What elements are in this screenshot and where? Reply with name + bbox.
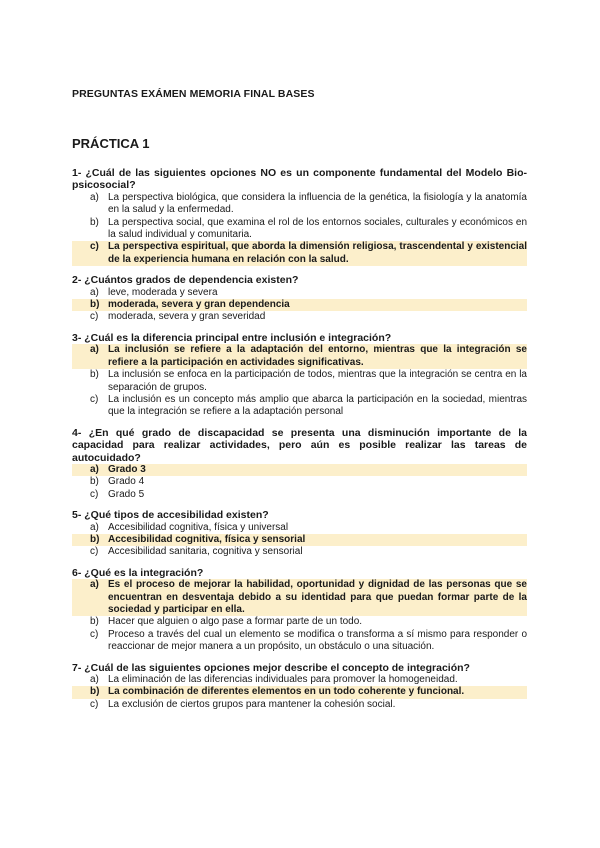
option-letter: c): [90, 488, 99, 500]
option-letter: a): [90, 286, 99, 298]
question-block: [72, 509, 527, 559]
question-prompt: ¿Cuál es la diferencia principal entre inclusión e integración?: [84, 331, 392, 344]
answer-option: [72, 476, 527, 488]
question-text: [72, 332, 527, 344]
option-text: La eliminación de las diferencias individuales para promover la homogeneidad.: [108, 674, 458, 686]
option-letter: b): [90, 476, 99, 488]
question-block: [72, 662, 527, 712]
option-letter: b): [72, 686, 108, 698]
option-letter: a): [90, 674, 99, 686]
option-text: La perspectiva espiritual, que aborda la dimensión religiosa, trascendental y existencial de la experiencia humana en relación con la salud.: [108, 241, 527, 265]
question-block: [72, 167, 527, 266]
question-prompt: ¿Cuál de las siguientes opciones mejor describe el concepto de integración?: [84, 661, 470, 674]
option-letter: a): [72, 344, 108, 369]
option-text: La perspectiva biológica, que considera la influencia de la genética, la fisiología y la anatomía en la salud y la enfermedad.: [108, 191, 527, 216]
answer-option-correct: [72, 534, 527, 546]
option-text: Proceso a través del cual un elemento se modifica o transforma a sí mismo para responder o reaccionar de mejor manera a un propósito, un obstáculo o una situación.: [108, 628, 527, 653]
option-letter: b): [90, 616, 99, 628]
section-title: PRÁCTICA 1: [72, 136, 150, 151]
option-letter: c): [90, 698, 99, 710]
option-letter: b): [72, 534, 108, 546]
option-text: Accesibilidad cognitiva, física y sensorial: [108, 534, 527, 546]
option-text: Grado 5: [108, 488, 145, 500]
option-text: moderada, severa y gran severidad: [108, 311, 266, 323]
question-block: [72, 567, 527, 654]
option-text: La exclusión de ciertos grupos para mantener la cohesión social.: [108, 698, 396, 710]
option-letter: c): [72, 241, 108, 266]
option-letter: c): [90, 393, 99, 405]
option-letter: b): [90, 369, 99, 381]
question-block: [72, 332, 527, 419]
question-prompt: ¿Cuántos grados de dependencia existen?: [84, 274, 299, 287]
answer-option: [72, 192, 527, 217]
answer-option: [72, 287, 527, 299]
question-block: [72, 427, 527, 501]
question-prompt: ¿En qué grado de discapacidad se presenta una disminución importante de la capacidad para realizar actividades, pero aún es posible realizar las tareas de autocuidado?: [72, 426, 527, 464]
answer-option: [72, 394, 527, 419]
option-text: Accesibilidad sanitaria, cognitiva y sensorial: [108, 546, 303, 558]
option-letter: c): [90, 628, 99, 640]
option-text: Hacer que alguien o algo pase a formar parte de un todo.: [108, 616, 363, 628]
answer-option: [72, 217, 527, 242]
option-letter: a): [72, 579, 108, 616]
question-prompt: ¿Qué tipos de accesibilidad existen?: [84, 509, 269, 522]
question-number: 2-: [72, 274, 82, 287]
question-list: [72, 167, 527, 719]
option-text: Grado 4: [108, 476, 145, 488]
option-letter: c): [90, 546, 99, 558]
document-title: PREGUNTAS EXÁMEN MEMORIA FINAL BASES: [72, 88, 315, 100]
option-list: [72, 192, 527, 266]
question-text: [72, 427, 527, 464]
question-text: [72, 567, 527, 579]
question-block: [72, 274, 527, 324]
option-list: [72, 674, 527, 711]
option-text: leve, moderada y severa: [108, 286, 218, 298]
option-text: La perspectiva social, que examina el rol de los entornos sociales, culturales y económicos en la salud individual y comunitaria.: [108, 216, 527, 241]
option-letter: b): [90, 216, 99, 228]
answer-option-correct: [72, 344, 527, 369]
answer-option-correct: [72, 464, 527, 476]
question-text: [72, 662, 527, 674]
question-number: 4-: [72, 426, 82, 439]
option-text: Es el proceso de mejorar la habilidad, oportunidad y dignidad de las personas que se encuentran en desventaja debido a su identidad para que puedan formar parte de la sociedad y participar en ella.: [108, 579, 527, 615]
option-letter: c): [90, 311, 99, 323]
answer-option: [72, 616, 527, 628]
answer-option-correct: [72, 686, 527, 698]
answer-option: [72, 699, 527, 711]
answer-option: [72, 489, 527, 501]
option-list: [72, 287, 527, 324]
answer-option: [72, 522, 527, 534]
answer-option-correct: [72, 299, 527, 311]
answer-option: [72, 674, 527, 686]
option-text: Grado 3: [108, 464, 527, 476]
answer-option: [72, 546, 527, 558]
question-text: [72, 167, 527, 192]
option-letter: a): [90, 521, 99, 533]
question-number: 7-: [72, 661, 82, 674]
option-text: La inclusión se refiere a la adaptación del entorno, mientras que la integración se refiere a la participación en actividades significativas.: [108, 344, 527, 368]
answer-option: [72, 629, 527, 654]
question-text: [72, 509, 527, 521]
option-list: [72, 344, 527, 418]
option-list: [72, 579, 527, 653]
option-text: La inclusión se enfoca en la participación de todos, mientras que la integración se centra en la separación de grupos.: [108, 369, 527, 393]
question-prompt: ¿Qué es la integración?: [84, 566, 204, 579]
question-number: 1-: [72, 167, 82, 179]
option-text: moderada, severa y gran dependencia: [108, 299, 527, 311]
answer-option: [72, 369, 527, 394]
option-text: Accesibilidad cognitiva, física y universal: [108, 521, 289, 533]
option-text: La combinación de diferentes elementos en un todo coherente y funcional.: [108, 686, 527, 698]
question-prompt: ¿Cuál de las siguientes opciones NO es un componente fundamental del Modelo Bio-psicosocial?: [72, 167, 527, 192]
answer-option: [72, 311, 527, 323]
question-number: 6-: [72, 566, 82, 579]
question-number: 5-: [72, 509, 82, 522]
option-letter: a): [72, 464, 108, 476]
option-list: [72, 522, 527, 559]
option-text: La inclusión es un concepto más amplio que abarca la participación en la sociedad, mientras que la integración se refiere a la adaptación personal: [108, 393, 527, 418]
question-text: [72, 274, 527, 286]
option-letter: a): [90, 191, 99, 203]
question-number: 3-: [72, 331, 82, 344]
answer-option-correct: [72, 241, 527, 266]
option-letter: b): [72, 299, 108, 311]
answer-option-correct: [72, 579, 527, 616]
option-list: [72, 464, 527, 501]
